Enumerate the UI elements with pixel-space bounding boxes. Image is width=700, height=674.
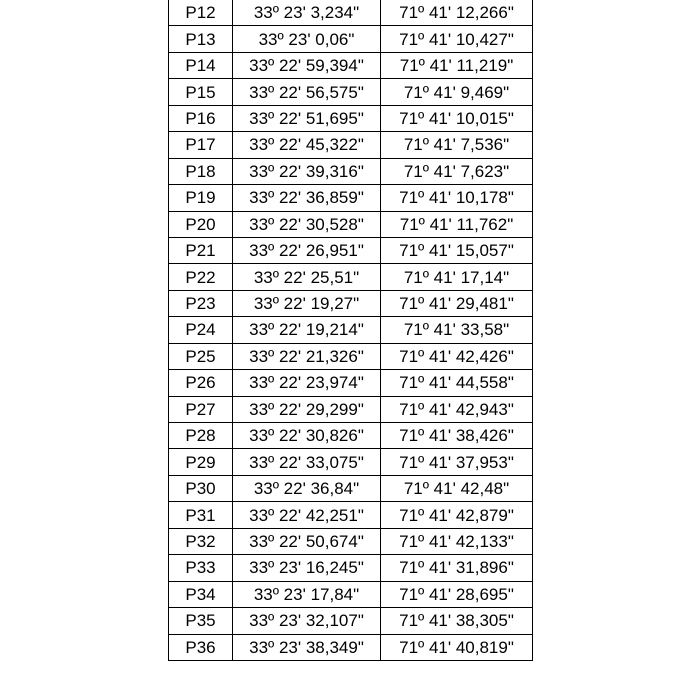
longitude-cell: 71º 41' 31,896" bbox=[381, 555, 533, 581]
point-id-cell: P15 bbox=[169, 79, 233, 105]
latitude-cell: 33º 22' 19,27" bbox=[233, 290, 381, 316]
latitude-cell: 33º 22' 45,322" bbox=[233, 132, 381, 158]
point-id-cell: P34 bbox=[169, 581, 233, 607]
latitude-cell: 33º 23' 38,349" bbox=[233, 634, 381, 660]
longitude-cell: 71º 41' 33,58" bbox=[381, 317, 533, 343]
table-row bbox=[169, 185, 533, 211]
table-row bbox=[169, 79, 533, 105]
latitude-cell: 33º 22' 29,299" bbox=[233, 396, 381, 422]
point-id-cell: P31 bbox=[169, 502, 233, 528]
latitude-cell: 33º 22' 26,951" bbox=[233, 237, 381, 263]
table-row bbox=[169, 26, 533, 52]
longitude-cell: 71º 41' 38,305" bbox=[381, 608, 533, 634]
table-row bbox=[169, 52, 533, 78]
longitude-cell: 71º 41' 15,057" bbox=[381, 237, 533, 263]
point-id-cell: P35 bbox=[169, 608, 233, 634]
latitude-cell: 33º 23' 16,245" bbox=[233, 555, 381, 581]
longitude-cell: 71º 41' 11,219" bbox=[381, 52, 533, 78]
point-id-cell: P27 bbox=[169, 396, 233, 422]
longitude-cell: 71º 41' 37,953" bbox=[381, 449, 533, 475]
table-row bbox=[169, 132, 533, 158]
latitude-cell: 33º 22' 25,51" bbox=[233, 264, 381, 290]
longitude-cell: 71º 41' 7,623" bbox=[381, 158, 533, 184]
latitude-cell: 33º 22' 51,695" bbox=[233, 105, 381, 131]
point-id-cell: P20 bbox=[169, 211, 233, 237]
latitude-cell: 33º 22' 39,316" bbox=[233, 158, 381, 184]
longitude-cell: 71º 41' 10,427" bbox=[381, 26, 533, 52]
point-id-cell: P33 bbox=[169, 555, 233, 581]
latitude-cell: 33º 22' 30,528" bbox=[233, 211, 381, 237]
point-id-cell: P30 bbox=[169, 475, 233, 501]
point-id-cell: P12 bbox=[169, 0, 233, 26]
latitude-cell: 33º 22' 33,075" bbox=[233, 449, 381, 475]
point-id-cell: P21 bbox=[169, 237, 233, 263]
table-row bbox=[169, 370, 533, 396]
point-id-cell: P25 bbox=[169, 343, 233, 369]
latitude-cell: 33º 23' 32,107" bbox=[233, 608, 381, 634]
longitude-cell: 71º 41' 9,469" bbox=[381, 79, 533, 105]
longitude-cell: 71º 41' 29,481" bbox=[381, 290, 533, 316]
coordinates-table-body bbox=[169, 0, 533, 660]
longitude-cell: 71º 41' 40,819" bbox=[381, 634, 533, 660]
longitude-cell: 71º 41' 42,943" bbox=[381, 396, 533, 422]
point-id-cell: P16 bbox=[169, 105, 233, 131]
longitude-cell: 71º 41' 17,14" bbox=[381, 264, 533, 290]
point-id-cell: P29 bbox=[169, 449, 233, 475]
table-row bbox=[169, 581, 533, 607]
longitude-cell: 71º 41' 28,695" bbox=[381, 581, 533, 607]
table-row bbox=[169, 105, 533, 131]
point-id-cell: P24 bbox=[169, 317, 233, 343]
table-row bbox=[169, 634, 533, 660]
longitude-cell: 71º 41' 38,426" bbox=[381, 423, 533, 449]
point-id-cell: P14 bbox=[169, 52, 233, 78]
latitude-cell: 33º 22' 19,214" bbox=[233, 317, 381, 343]
point-id-cell: P13 bbox=[169, 26, 233, 52]
table-row bbox=[169, 317, 533, 343]
longitude-cell: 71º 41' 44,558" bbox=[381, 370, 533, 396]
table-row bbox=[169, 475, 533, 501]
longitude-cell: 71º 41' 10,015" bbox=[381, 105, 533, 131]
coordinates-table bbox=[168, 0, 533, 661]
point-id-cell: P36 bbox=[169, 634, 233, 660]
table-row bbox=[169, 608, 533, 634]
longitude-cell: 71º 41' 42,133" bbox=[381, 528, 533, 554]
latitude-cell: 33º 23' 3,234" bbox=[233, 0, 381, 26]
table-row bbox=[169, 502, 533, 528]
point-id-cell: P28 bbox=[169, 423, 233, 449]
latitude-cell: 33º 22' 30,826" bbox=[233, 423, 381, 449]
longitude-cell: 71º 41' 42,879" bbox=[381, 502, 533, 528]
latitude-cell: 33º 22' 36,84" bbox=[233, 475, 381, 501]
table-row bbox=[169, 449, 533, 475]
point-id-cell: P19 bbox=[169, 185, 233, 211]
table-row bbox=[169, 211, 533, 237]
point-id-cell: P18 bbox=[169, 158, 233, 184]
table-row bbox=[169, 290, 533, 316]
point-id-cell: P32 bbox=[169, 528, 233, 554]
point-id-cell: P26 bbox=[169, 370, 233, 396]
longitude-cell: 71º 41' 11,762" bbox=[381, 211, 533, 237]
latitude-cell: 33º 22' 36,859" bbox=[233, 185, 381, 211]
table-row bbox=[169, 528, 533, 554]
latitude-cell: 33º 23' 17,84" bbox=[233, 581, 381, 607]
longitude-cell: 71º 41' 12,266" bbox=[381, 0, 533, 26]
table-row bbox=[169, 158, 533, 184]
longitude-cell: 71º 41' 7,536" bbox=[381, 132, 533, 158]
table-row bbox=[169, 0, 533, 26]
table-row bbox=[169, 396, 533, 422]
table-row bbox=[169, 555, 533, 581]
point-id-cell: P23 bbox=[169, 290, 233, 316]
latitude-cell: 33º 22' 23,974" bbox=[233, 370, 381, 396]
latitude-cell: 33º 22' 56,575" bbox=[233, 79, 381, 105]
longitude-cell: 71º 41' 42,426" bbox=[381, 343, 533, 369]
latitude-cell: 33º 23' 0,06" bbox=[233, 26, 381, 52]
latitude-cell: 33º 22' 59,394" bbox=[233, 52, 381, 78]
table-row bbox=[169, 237, 533, 263]
latitude-cell: 33º 22' 21,326" bbox=[233, 343, 381, 369]
point-id-cell: P22 bbox=[169, 264, 233, 290]
longitude-cell: 71º 41' 42,48" bbox=[381, 475, 533, 501]
point-id-cell: P17 bbox=[169, 132, 233, 158]
latitude-cell: 33º 22' 42,251" bbox=[233, 502, 381, 528]
longitude-cell: 71º 41' 10,178" bbox=[381, 185, 533, 211]
table-row bbox=[169, 264, 533, 290]
table-row bbox=[169, 343, 533, 369]
table-row bbox=[169, 423, 533, 449]
latitude-cell: 33º 22' 50,674" bbox=[233, 528, 381, 554]
